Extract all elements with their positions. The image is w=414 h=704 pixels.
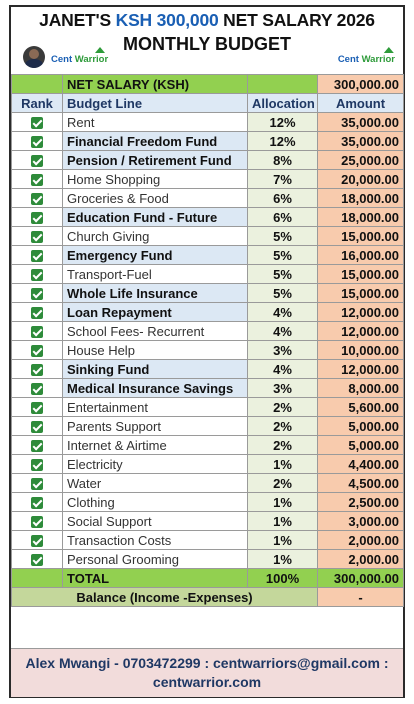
checkbox-checked-icon[interactable] [31,383,43,395]
rank-cell [12,550,63,569]
balance-label: Balance (Income -Expenses) [12,588,318,607]
page-title [11,10,403,31]
amount-cell: 10,000.00 [318,341,404,360]
amount-cell: 18,000.00 [318,208,404,227]
budget-line-cell: House Help [63,341,248,360]
rank-cell [12,265,63,284]
amount-cell: 16,000.00 [318,246,404,265]
rank-cell [12,417,63,436]
allocation-cell: 5% [248,284,318,303]
allocation-cell: 8% [248,151,318,170]
brand-logo-right: Cent Warrior [338,54,395,65]
title-accent: KSH 300,000 [115,10,219,30]
budget-line-cell: Social Support [63,512,248,531]
rank-cell [12,170,63,189]
rank-cell [12,531,63,550]
allocation-cell: 5% [248,265,318,284]
allocation-cell: 1% [248,512,318,531]
allocation-cell: 5% [248,246,318,265]
balance-value: - [318,588,404,607]
total-label: TOTAL [63,569,248,588]
total-amount: 300,000.00 [318,569,404,588]
brand-logo-left: Cent Warrior [51,54,108,65]
budget-sheet [9,5,405,698]
allocation-cell: 12% [248,113,318,132]
column-header-rank: Rank [12,94,63,113]
table-row [12,151,404,170]
checkbox-checked-icon[interactable] [31,117,43,129]
budget-line-cell: Medical Insurance Savings [63,379,248,398]
rank-cell [12,360,63,379]
footer-contact-line: Alex Mwangi - 0703472299 : centwarriors@gmail.com : [25,655,389,671]
table-row [12,246,404,265]
column-header-budget-line: Budget Line [63,94,248,113]
budget-table [11,74,404,607]
table-row [12,493,404,512]
table-row [12,208,404,227]
amount-cell: 12,000.00 [318,322,404,341]
amount-cell: 5,000.00 [318,436,404,455]
budget-line-cell: Personal Grooming [63,550,248,569]
allocation-cell: 1% [248,531,318,550]
budget-line-cell: Transaction Costs [63,531,248,550]
allocation-cell: 1% [248,550,318,569]
table-row [12,512,404,531]
checkbox-checked-icon[interactable] [31,231,43,243]
avatar [23,46,45,68]
table-row [12,550,404,569]
amount-cell: 35,000.00 [318,132,404,151]
budget-line-cell: Rent [63,113,248,132]
rank-cell [12,246,63,265]
rank-cell [12,208,63,227]
net-salary-value: 300,000.00 [318,75,404,94]
table-row [12,189,404,208]
checkbox-checked-icon[interactable] [31,288,43,300]
checkbox-checked-icon[interactable] [31,269,43,281]
table-row [12,113,404,132]
budget-line-cell: School Fees- Recurrent [63,322,248,341]
allocation-cell: 1% [248,493,318,512]
amount-cell: 2,500.00 [318,493,404,512]
budget-line-cell: Clothing [63,493,248,512]
balance-row [12,588,404,607]
amount-cell: 3,000.00 [318,512,404,531]
checkbox-checked-icon[interactable] [31,174,43,186]
rank-cell [12,379,63,398]
allocation-cell: 6% [248,208,318,227]
column-header-allocation: Allocation [248,94,318,113]
budget-line-cell: Financial Freedom Fund [63,132,248,151]
budget-line-cell: Transport-Fuel [63,265,248,284]
table-row [12,170,404,189]
table-row [12,303,404,322]
allocation-cell: 4% [248,360,318,379]
checkbox-checked-icon[interactable] [31,155,43,167]
amount-cell: 5,000.00 [318,417,404,436]
allocation-cell: 2% [248,474,318,493]
allocation-cell: 3% [248,341,318,360]
checkbox-checked-icon[interactable] [31,459,43,471]
amount-cell: 15,000.00 [318,265,404,284]
checkbox-checked-icon[interactable] [31,212,43,224]
total-allocation: 100% [248,569,318,588]
allocation-cell: 3% [248,379,318,398]
budget-line-cell: Internet & Airtime [63,436,248,455]
amount-cell: 2,000.00 [318,550,404,569]
allocation-cell: 4% [248,322,318,341]
amount-cell: 12,000.00 [318,360,404,379]
table-row [12,341,404,360]
allocation-cell: 2% [248,436,318,455]
amount-cell: 2,000.00 [318,531,404,550]
footer-website: centwarrior.com [152,674,262,690]
amount-cell: 15,000.00 [318,284,404,303]
rank-cell [12,398,63,417]
checkbox-checked-icon[interactable] [31,478,43,490]
checkbox-checked-icon[interactable] [31,307,43,319]
amount-cell: 12,000.00 [318,303,404,322]
rank-cell [12,512,63,531]
amount-cell: 5,600.00 [318,398,404,417]
column-header-amount: Amount [318,94,404,113]
checkbox-checked-icon[interactable] [31,516,43,528]
rank-cell [12,227,63,246]
table-row [12,265,404,284]
budget-line-cell: Whole Life Insurance [63,284,248,303]
allocation-cell: 12% [248,132,318,151]
budget-line-cell: Electricity [63,455,248,474]
amount-cell: 18,000.00 [318,189,404,208]
budget-line-cell: Pension / Retirement Fund [63,151,248,170]
checkbox-checked-icon[interactable] [31,554,43,566]
budget-line-cell: Parents Support [63,417,248,436]
checkbox-checked-icon[interactable] [31,402,43,414]
title-prefix: JANET'S [39,10,116,30]
checkbox-checked-icon[interactable] [31,364,43,376]
budget-line-cell: Home Shopping [63,170,248,189]
checkbox-checked-icon[interactable] [31,535,43,547]
budget-line-cell: Church Giving [63,227,248,246]
checkbox-checked-icon[interactable] [31,497,43,509]
amount-cell: 15,000.00 [318,227,404,246]
total-row [12,569,404,588]
checkbox-checked-icon[interactable] [31,345,43,357]
rank-cell [12,493,63,512]
amount-cell: 8,000.00 [318,379,404,398]
table-row [12,417,404,436]
checkbox-checked-icon[interactable] [31,250,43,262]
table-row [12,284,404,303]
checkbox-checked-icon[interactable] [31,136,43,148]
amount-cell: 4,500.00 [318,474,404,493]
rank-cell [12,189,63,208]
checkbox-checked-icon[interactable] [31,193,43,205]
rank-cell [12,132,63,151]
table-row [12,379,404,398]
allocation-cell: 2% [248,398,318,417]
allocation-cell: 4% [248,303,318,322]
budget-line-cell: Education Fund - Future [63,208,248,227]
checkbox-checked-icon[interactable] [31,326,43,338]
table-row [12,436,404,455]
budget-line-cell: Emergency Fund [63,246,248,265]
table-row [12,322,404,341]
allocation-cell: 2% [248,417,318,436]
allocation-cell: 5% [248,227,318,246]
page-subtitle: MONTHLY BUDGET [122,34,291,54]
rank-cell [12,436,63,455]
rank-cell [12,113,63,132]
rank-cell [12,322,63,341]
budget-line-cell: Loan Repayment [63,303,248,322]
net-salary-row [12,75,404,94]
budget-line-cell: Groceries & Food [63,189,248,208]
table-row [12,455,404,474]
rank-cell [12,474,63,493]
rank-cell [12,341,63,360]
budget-line-cell: Water [63,474,248,493]
checkbox-checked-icon[interactable] [31,440,43,452]
title-suffix: NET SALARY 2026 [218,10,375,30]
amount-cell: 4,400.00 [318,455,404,474]
table-row [12,398,404,417]
rank-cell [12,151,63,170]
amount-cell: 25,000.00 [318,151,404,170]
allocation-cell: 6% [248,189,318,208]
rank-cell [12,284,63,303]
header [11,7,403,71]
column-header-row [12,94,404,113]
table-row [12,360,404,379]
rank-cell [12,455,63,474]
budget-line-cell: Sinking Fund [63,360,248,379]
amount-cell: 35,000.00 [318,113,404,132]
rank-cell [12,303,63,322]
net-salary-label: NET SALARY (KSH) [63,75,248,94]
table-row [12,531,404,550]
table-row [12,474,404,493]
allocation-cell: 7% [248,170,318,189]
table-row [12,227,404,246]
amount-cell: 20,000.00 [318,170,404,189]
checkbox-checked-icon[interactable] [31,421,43,433]
budget-line-cell: Entertainment [63,398,248,417]
allocation-cell: 1% [248,455,318,474]
footer-contact [11,648,403,697]
table-row [12,132,404,151]
